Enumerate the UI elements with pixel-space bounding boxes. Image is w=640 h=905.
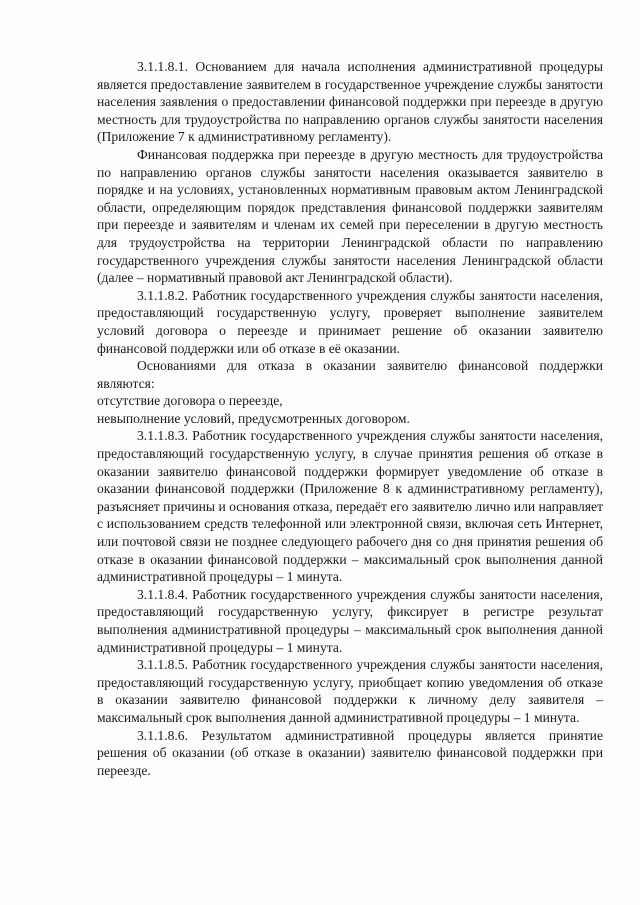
paragraph-refusal-grounds: Основаниями для отказа в оказании заявителю финансовой поддержки являются: xyxy=(97,358,603,391)
paragraph-3-1-1-8-3: 3.1.1.8.3. Работник государственного учреждения службы занятости населения, предоставляющий государственную услугу, в случае принятия решения об отказе в оказании заявителю финансовой поддержки формирует уведомление об отказе в оказании финансовой поддержки (Приложение 8 к административному регламенту), разъясняет причины и основания отказа, передаёт его заявителю лично или направляет с использованием средств телефонной или электронной связи, включая сеть Интернет, или почтовой связи не позднее следующего рабочего дня со дня принятия решения об отказе в оказании финансовой поддержки – максимальный срок выполнения данной административной процедуры – 1 минута. xyxy=(97,428,604,585)
paragraph-3-1-1-8-6: 3.1.1.8.6. Результатом административной процедуры является принятие решения об оказании (об отказе в оказании) заявителю финансовой поддержки при переезде. xyxy=(97,727,603,778)
paragraph-3-1-1-8-2: 3.1.1.8.2. Работник государственного учреждения службы занятости населения, предоставляющий государственную услугу, проверяет выполнение заявителем условий договора о переезде и принимает решение об оказании заявителю финансовой поддержки или об отказе в её оказании. xyxy=(97,287,603,356)
paragraph-3-1-1-8-5: 3.1.1.8.5. Работник государственного учреждения службы занятости населения, предоставляющий государственную услугу, приобщает копию уведомления об отказе в оказании заявителю финансовой поддержки к личному делу заявителя – максимальный срок выполнения данной административной процедуры – 1 минута. xyxy=(97,657,603,725)
document-body xyxy=(97,58,603,779)
list-item-conditions-not-met: невыполнение условий, предусмотренных договором. xyxy=(97,410,410,426)
list-item-no-contract: отсутствие договора о переезде, xyxy=(97,393,283,409)
paragraph-financial-support: Финансовая поддержка при переезде в другую местность для трудоустройства по направлению органов службы занятости населения оказывается заявителю в порядке и на условиях, установленных нормативным правовым актом Ленинградской области, определяющим порядок представления финансовой поддержки заявителям при переезде и заявителям и членам их семей при переселении в другую местность для трудоустройства на территории Ленинградской области по направлению государственного учреждения службы занятости населения Ленинградской области (далее – нормативный правовой акт Ленинградской области). xyxy=(97,146,603,286)
paragraph-3-1-1-8-4: 3.1.1.8.4. Работник государственного учреждения службы занятости населения, предоставляющий государственную услугу, фиксирует в регистре результат выполнения административной процедуры – максимальный срок выполнения данной административной процедуры – 1 минута. xyxy=(97,586,603,655)
paragraph-3-1-1-8-1: 3.1.1.8.1. Основанием для начала исполнения административной процедуры является предоставление заявителем в государственное учреждение службы занятости населения заявления о предоставлении финансовой поддержки при переезде в другую местность для трудоустройства по направлению органов службы занятости населения (Приложение 7 к административному регламенту). xyxy=(97,59,603,145)
